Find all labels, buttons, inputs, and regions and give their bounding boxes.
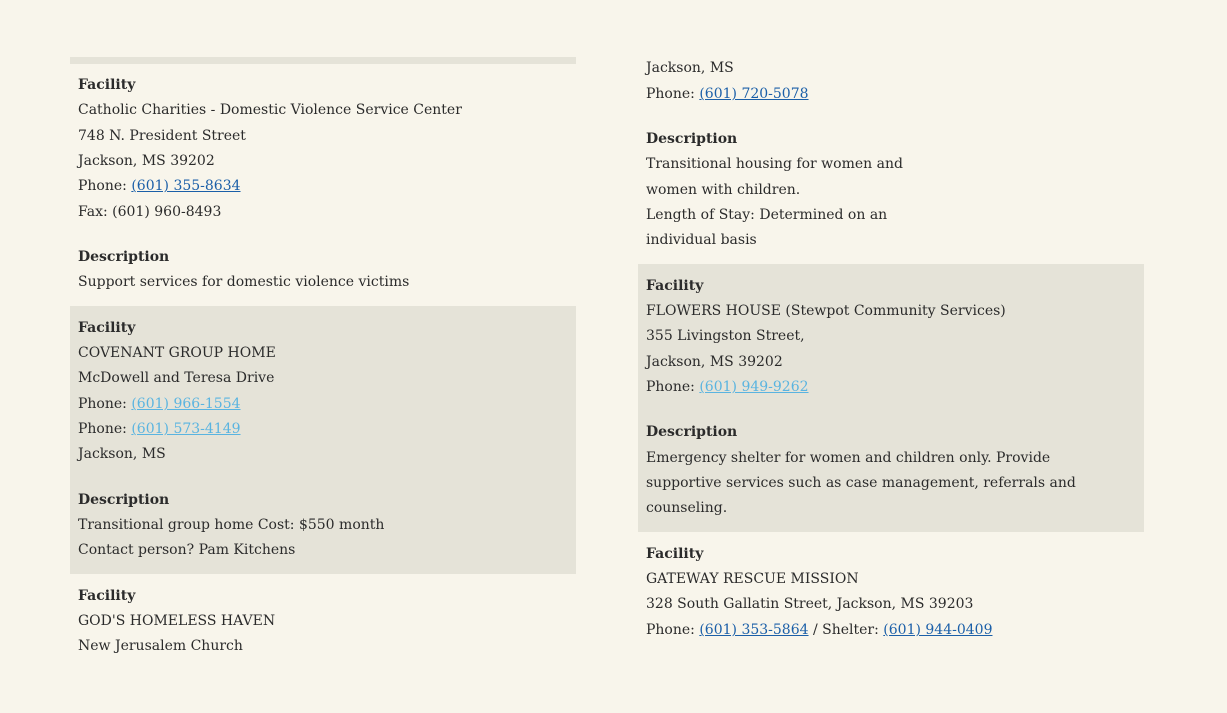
phone-link[interactable]: (601) 720-5078 — [699, 86, 809, 102]
facility-description-line-2: women with children. — [646, 182, 801, 198]
facility-description-line-3: counseling. — [646, 500, 728, 516]
facility-phone-line-2 — [78, 419, 241, 439]
phone-link[interactable]: (601) 355-8634 — [131, 178, 241, 194]
facility-phone-line — [78, 394, 241, 414]
facility-description-line-1: Transitional group home Cost: $550 month — [78, 517, 385, 533]
top-divider-bar — [70, 57, 576, 64]
phone-link[interactable]: (601) 966-1554 — [131, 396, 241, 412]
facility-city: Jackson, MS — [646, 60, 734, 76]
phone-link[interactable]: (601) 949-9262 — [699, 379, 809, 395]
facility-name: GOD'S HOMELESS HAVEN — [78, 613, 276, 629]
facility-label: Facility — [646, 278, 704, 294]
facility-phone-line — [646, 620, 992, 640]
description-label: Description — [646, 131, 738, 147]
facility-label: Facility — [78, 77, 136, 93]
facility-card-continued — [638, 0, 1144, 264]
description-label: Description — [646, 424, 738, 440]
facility-description: Support services for domestic violence victims — [78, 274, 410, 290]
facility-label: Facility — [646, 546, 704, 562]
facility-address: 328 South Gallatin Street, Jackson, MS 39203 — [646, 596, 974, 612]
facility-description-line-2: Contact person? Pam Kitchens — [78, 542, 296, 558]
facility-description-line-3: Length of Stay: Determined on an — [646, 207, 888, 223]
shelter-label: / Shelter: — [812, 622, 879, 638]
facility-city: Jackson, MS 39202 — [78, 153, 215, 169]
facility-name: GATEWAY RESCUE MISSION — [646, 571, 859, 587]
phone-label: Phone: — [78, 396, 127, 412]
facility-card-gods-homeless-haven — [70, 574, 576, 713]
facility-phone-line — [646, 377, 809, 397]
phone-label: Phone: — [78, 421, 127, 437]
facility-phone-line — [78, 176, 241, 196]
shelter-phone-link[interactable]: (601) 944-0409 — [883, 622, 993, 638]
facility-card-gateway-rescue-mission — [638, 532, 1144, 713]
facility-label: Facility — [78, 320, 136, 336]
phone-label: Phone: — [646, 86, 695, 102]
facility-description-line-4: individual basis — [646, 232, 757, 248]
facility-street: McDowell and Teresa Drive — [78, 370, 275, 386]
phone-link[interactable]: (601) 353-5864 — [699, 622, 809, 638]
facility-phone-line — [646, 84, 809, 104]
facility-description-line-1: Transitional housing for women and — [646, 156, 903, 172]
facility-fax: Fax: (601) 960-8493 — [78, 204, 222, 220]
facility-name: COVENANT GROUP HOME — [78, 345, 276, 361]
phone-label: Phone: — [646, 379, 695, 395]
facility-street: 748 N. President Street — [78, 128, 246, 144]
phone-link-2[interactable]: (601) 573-4149 — [131, 421, 241, 437]
facility-description-line-2: supportive services such as case management, referrals and — [646, 475, 1076, 491]
facility-card-covenant-group-home — [70, 306, 576, 574]
description-label: Description — [78, 492, 170, 508]
phone-label: Phone: — [78, 178, 127, 194]
facility-name: Catholic Charities - Domestic Violence Service Center — [78, 102, 462, 118]
facility-card-flowers-house — [638, 264, 1144, 532]
facility-name: FLOWERS HOUSE (Stewpot Community Services) — [646, 303, 1006, 319]
phone-label: Phone: — [646, 622, 695, 638]
facility-street: New Jerusalem Church — [78, 638, 243, 654]
facility-card-catholic-charities — [70, 74, 576, 306]
description-label: Description — [78, 249, 170, 265]
facility-street: 355 Livingston Street, — [646, 328, 805, 344]
facility-city: Jackson, MS — [78, 446, 166, 462]
facility-description-line-1: Emergency shelter for women and children only. Provide — [646, 450, 1051, 466]
facility-city: Jackson, MS 39202 — [646, 354, 783, 370]
facility-label: Facility — [78, 588, 136, 604]
